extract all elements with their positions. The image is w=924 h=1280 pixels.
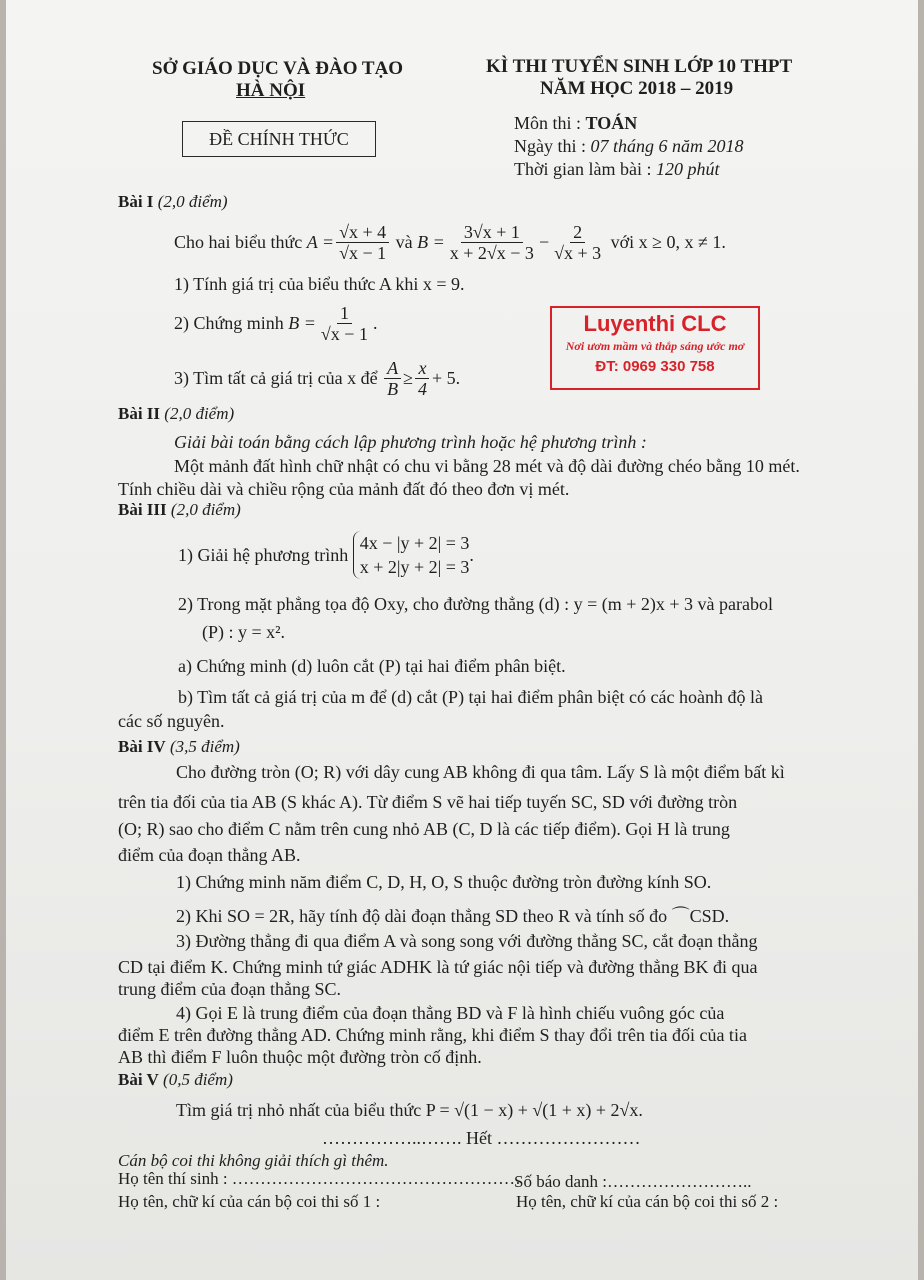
bai1-q3-numerator-1: A: [384, 358, 401, 379]
proctor1-signature-field: Họ tên, chữ kí của cán bộ coi thi số 1 :: [118, 1192, 381, 1211]
bai1-q2: [174, 300, 377, 346]
bai1-q1: 1) Tính giá trị của biểu thức A khi x = 9.: [174, 274, 465, 294]
bai4-p1: Cho đường tròn (O; R) với dây cung AB không đi qua tâm. Lấy S là một điểm bất kì: [176, 762, 785, 782]
bai4-q1: 1) Chứng minh năm điểm C, D, H, O, S thuộc đường tròn đường kính SO.: [176, 872, 712, 892]
subject-line: [514, 113, 637, 134]
expr-b-lhs: B =: [417, 231, 445, 252]
bai3-qa: a) Chứng minh (d) luôn cắt (P) tại hai điểm phân biệt.: [178, 656, 566, 676]
bai1-q3-fraction-1: [384, 358, 401, 399]
official-label: ĐỀ CHÍNH THỨC: [182, 121, 376, 157]
bai5-points: (0,5 điểm): [163, 1070, 233, 1089]
bai4-p3: (O; R) sao cho điểm C nằm trên cung nhỏ AB (C, D là các tiếp điểm). Gọi H là trung: [118, 819, 730, 839]
bai1-q2-lhs: B =: [288, 312, 316, 333]
bai4-title: Bài IV: [118, 737, 166, 756]
bai2-instruction: Giải bài toán bằng cách lập phương trình hoặc hệ phương trình :: [174, 432, 647, 452]
bai1-intro-text: Cho hai biểu thức: [174, 231, 303, 252]
bai2-title: Bài II: [118, 404, 161, 423]
minus-sign: −: [538, 231, 550, 252]
bai2-line1: Một mảnh đất hình chữ nhật có chu vi bằng 28 mét và độ dài đường chéo bằng 10 mét.: [174, 456, 800, 476]
bai1-q3-denominator-1: B: [387, 378, 399, 399]
bai4-q3-line2: CD tại điểm K. Chứng minh tứ giác ADHK là tứ giác nội tiếp và đường thẳng BK đi qua: [118, 957, 758, 977]
bai1-q2-denominator: √x − 1: [320, 323, 368, 344]
bai1-q3-denominator-2: 4: [417, 378, 427, 399]
bai4-q4-line1: 4) Gọi E là trung điểm của đoạn thẳng BD và F là hình chiếu vuông góc của: [176, 1003, 725, 1023]
bai1-q3-fraction-2: [415, 358, 430, 399]
bai4-heading: [118, 737, 240, 757]
expr-b-denominator-2: √x + 3: [554, 242, 602, 263]
bai5-heading: [118, 1070, 233, 1090]
bai1-intro: [174, 218, 726, 266]
bai4-q4-line2: điểm E trên đường thẳng AD. Chứng minh rằng, khi điểm S thay đổi trên tia đối của tia: [118, 1025, 747, 1045]
equation-1: 4x − |y + 2| = 3: [359, 533, 470, 553]
expr-a-numerator: √x + 4: [336, 222, 389, 243]
bai1-q3: [174, 355, 460, 401]
bai1-title: Bài I: [118, 192, 154, 211]
bai1-heading: [118, 192, 228, 212]
candidate-id-field: Số báo danh :……………………..: [514, 1172, 752, 1191]
bai4-p2: trên tia đối của tia AB (S khác A). Từ điểm S vẽ hai tiếp tuyến SC, SD với đường tròn: [118, 792, 738, 812]
expr-a-lhs: A =: [306, 231, 335, 252]
bai5-title: Bài V: [118, 1070, 159, 1089]
school-year: NĂM HỌC 2018 – 2019: [540, 78, 734, 99]
bai1-q3-numerator-2: x: [415, 358, 429, 379]
ge-sign: ≥: [403, 367, 413, 388]
date-line: [514, 136, 744, 157]
bai3-points: (2,0 điểm): [170, 500, 241, 519]
bai3-q1-text: 1) Giải hệ phương trình: [178, 544, 349, 565]
time-line: [514, 159, 720, 180]
bai3-qb-line2: các số nguyên.: [118, 711, 225, 731]
bai1-q3-end: + 5.: [431, 367, 461, 388]
bai3-q1-end: .: [469, 544, 474, 565]
exam-paper: [6, 0, 918, 1280]
subject-label: Môn thi :: [514, 113, 582, 133]
stamp-phone: ĐT: 0969 330 758: [595, 358, 715, 375]
bai3-q2-line2: (P) : y = x².: [202, 622, 286, 642]
bai4-q2: 2) Khi SO = 2R, hãy tính độ dài đoạn thẳng SD theo R và tính số đo ⌒CSD.: [176, 906, 730, 926]
exam-title: KÌ THI TUYỂN SINH LỚP 10 THPT: [486, 56, 793, 77]
bai1-points: (2,0 điểm): [157, 192, 228, 211]
proctor-note: Cán bộ coi thi không giải thích gì thêm.: [118, 1151, 389, 1170]
bai3-qb-line1: b) Tìm tất cả giá trị của m để (d) cắt (P) tại hai điểm phân biệt có các hoành độ là: [178, 687, 763, 707]
bai1-q3-text: 3) Tìm tất cả giá trị của x để: [174, 367, 378, 388]
bai1-q2-numerator: 1: [337, 303, 352, 324]
bai3-q1: [178, 526, 474, 584]
date-value: 07 tháng 6 năm 2018: [590, 136, 744, 156]
bai4-p4: điểm của đoạn thẳng AB.: [118, 845, 301, 865]
equation-2: x + 2|y + 2| = 3: [359, 557, 470, 577]
bai2-points: (2,0 điểm): [164, 404, 235, 423]
bai4-q3-line1: 3) Đường thẳng đi qua điểm A và song song với đường thẳng SC, cắt đoạn thẳng: [176, 931, 758, 951]
school-stamp: [550, 306, 760, 390]
expr-b-fraction-1: [447, 222, 537, 263]
expr-b-denominator-1: x + 2√x − 3: [449, 242, 534, 263]
bai5-question: Tìm giá trị nhỏ nhất của biểu thức P = √(1 − x) + √(1 + x) + 2√x.: [176, 1100, 643, 1120]
expr-a-fraction: [336, 222, 389, 263]
bai1-q2-text: 2) Chứng minh: [174, 312, 284, 333]
time-value: 120 phút: [656, 159, 720, 179]
bai3-q2-line1: 2) Trong mặt phẳng tọa độ Oxy, cho đường thẳng (d) : y = (m + 2)x + 3 và parabol: [178, 594, 773, 614]
stamp-slogan: Nơi ươm mầm và thắp sáng ước mơ: [565, 339, 745, 353]
proctor2-signature-field: Họ tên, chữ kí của cán bộ coi thi số 2 :: [516, 1192, 779, 1211]
time-label: Thời gian làm bài :: [514, 159, 652, 179]
bai2-heading: [118, 404, 234, 424]
bai4-q4-line3: AB thì điểm F luôn thuộc một đường tròn cố định.: [118, 1047, 482, 1067]
equation-system: [353, 531, 470, 579]
and-word: và: [395, 231, 413, 252]
date-label: Ngày thi :: [514, 136, 586, 156]
bai2-line2: Tính chiều dài và chiều rộng của mảnh đất đó theo đơn vị mét.: [118, 479, 570, 499]
department-title: SỞ GIÁO DỤC VÀ ĐÀO TẠO: [152, 58, 404, 79]
bai3-title: Bài III: [118, 500, 167, 519]
end-marker: ……………..……. Hết ……………………: [322, 1128, 641, 1148]
expr-a-denominator: √x − 1: [339, 242, 387, 263]
subject-value: TOÁN: [585, 113, 638, 133]
expr-b-numerator-2: 2: [570, 222, 585, 243]
expr-b-fraction-2: [551, 222, 604, 263]
bai1-q2-end: .: [372, 312, 378, 333]
stamp-name: Luyenthi CLC: [583, 311, 727, 336]
expr-b-numerator-1: 3√x + 1: [461, 222, 523, 243]
candidate-name-field: Họ tên thí sinh : ……………………………………………: [118, 1169, 521, 1188]
bai3-heading: [118, 500, 241, 520]
condition: với x ≥ 0, x ≠ 1.: [610, 231, 726, 252]
city-title: HÀ NỘI: [236, 80, 306, 101]
bai1-q2-fraction: [318, 303, 371, 344]
bai4-q3-line3: trung điểm của đoạn thẳng SC.: [118, 979, 341, 999]
bai4-points: (3,5 điểm): [169, 737, 240, 756]
